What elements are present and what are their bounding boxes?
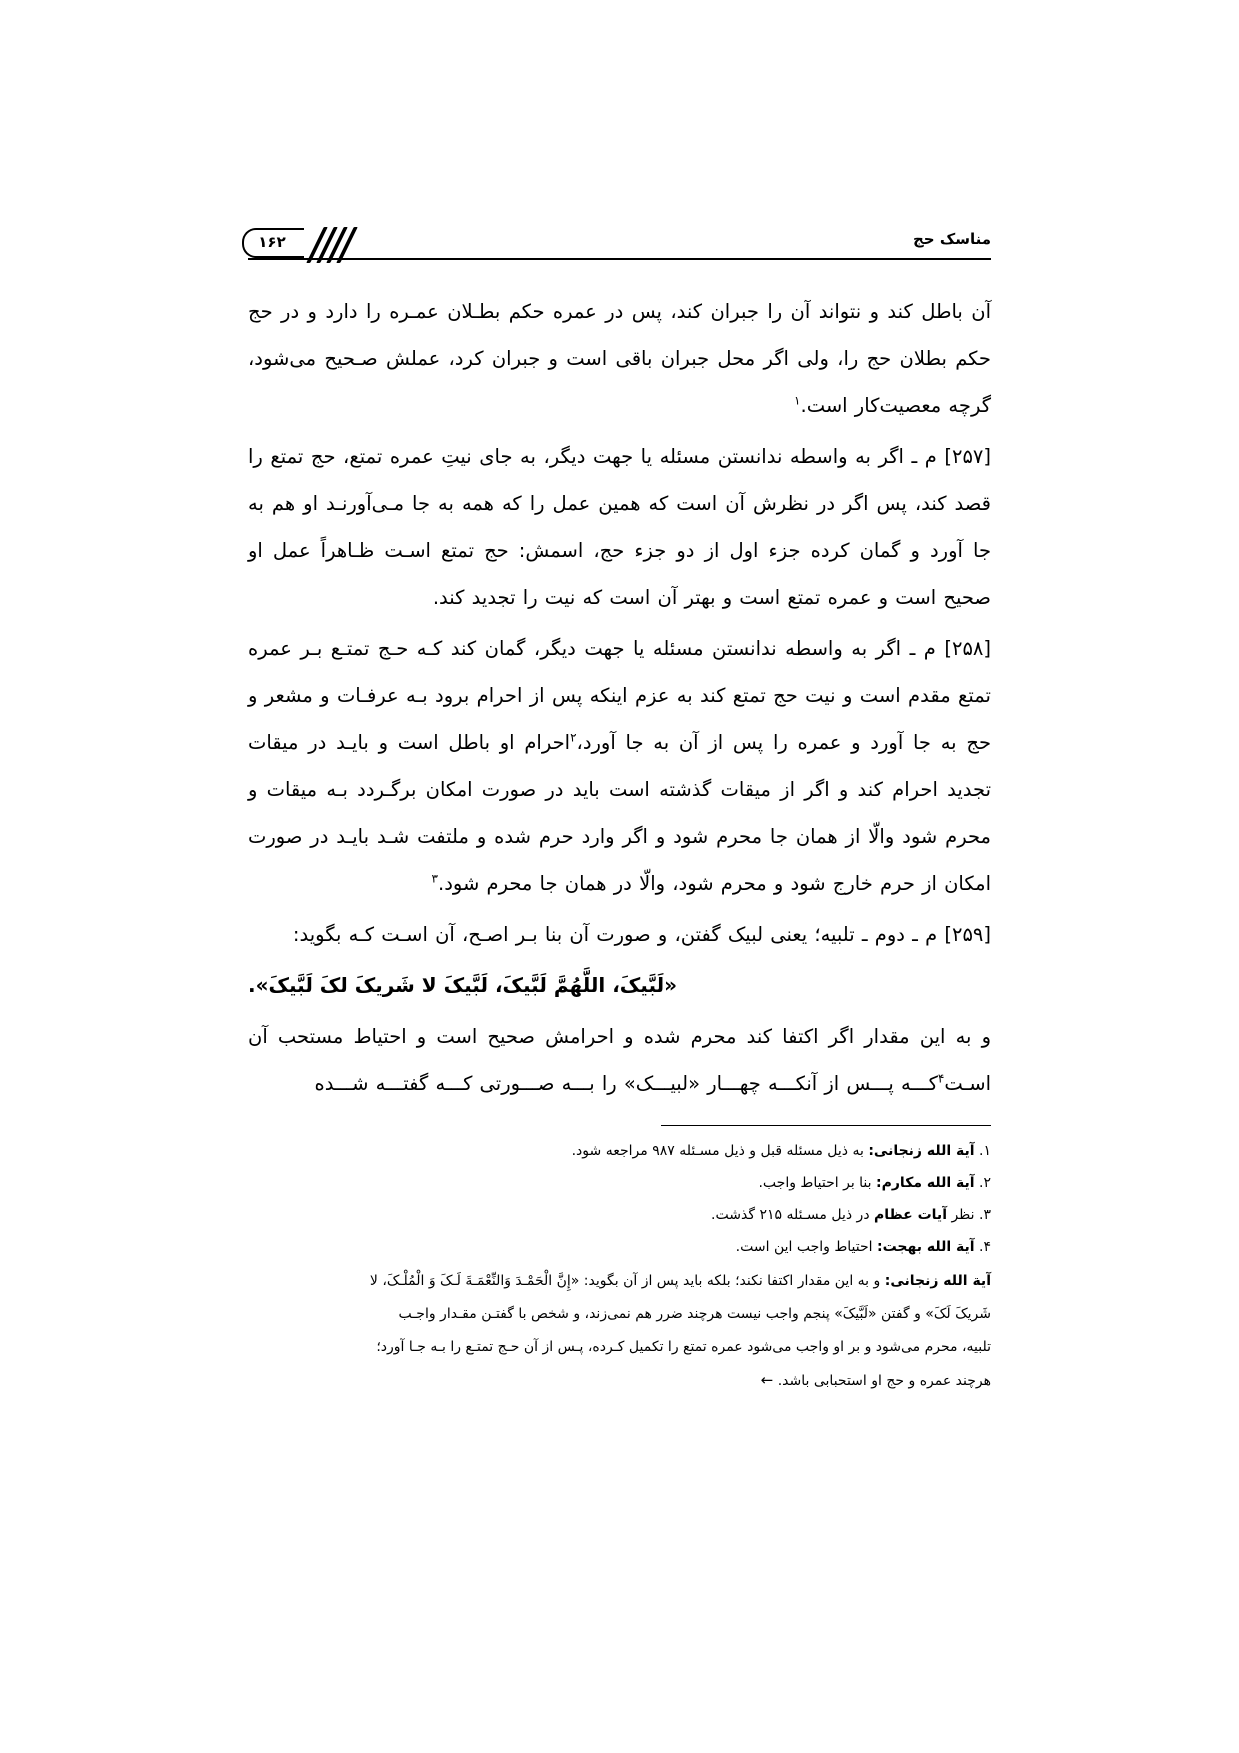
paragraph-continued-text: آن باطل کند و نتواند آن را جبران کند، پس در عمره حکم بطـلان عمـره را دارد و در حج حکم بطلان حج را، ولی اگر محل جبران باقی است و جبران کرد، عملش صـحیح می‌شود، گرچه معصیت‌کار است.	[248, 300, 991, 417]
footnote-number-1: ۱.	[979, 1143, 991, 1159]
folio-block	[242, 224, 350, 262]
header-rule	[248, 258, 991, 260]
footnote-number-2: ۲.	[979, 1175, 991, 1191]
footnote-text-4: احتیاط واجب این است.	[735, 1239, 873, 1255]
footnote-number-3: ۳.	[979, 1207, 991, 1223]
footnote-long-block	[248, 1266, 991, 1397]
running-title: مناسک حج	[913, 230, 991, 248]
footnote-long-line	[248, 1332, 991, 1363]
footnote-text-3: در ذیل مسـئله ۲۱۵ گذشت.	[711, 1207, 870, 1223]
footnote-text-1: به ذیل مسئله قبل و ذیل مسـئله ۹۸۷ مراجعه شود.	[571, 1143, 864, 1159]
footnote-long-line	[248, 1299, 991, 1330]
footnote-authority-2: آیة الله مکارم:	[876, 1175, 975, 1191]
paragraph-258-text: [۲۵۸] م ـ اگر به واسطه ندانستن مسئله یا جهت دیگر، گمان کند کـه حـج تمتـع بـر عمره تمتع مقدم است و نیت حج تمتع کند به عزم اینکه پس از احرام برود بـه عرفـات و مشعر و حج به جا آورد و عمره را پس از آن به جا آورد،	[248, 637, 991, 754]
paragraph-closing	[248, 1013, 991, 1107]
slash-ornament-icon	[304, 225, 350, 261]
footnote-long-line-4: هرچند عمره و حج او استحبابی باشد.	[777, 1373, 991, 1389]
footnote-marker-2: ۲	[570, 730, 577, 745]
footnote-number-4: ۴.	[979, 1239, 991, 1255]
footnote-marker-4: ۴	[937, 1071, 945, 1086]
footnote-long-line-2: شَریکَ لَکَ» و گفتن «لَبَّیکَ» پنجم واجب نیست هرچند ضرر هم نمی‌زند، و شخص با گفتـن مقـدار واجـب	[398, 1306, 991, 1322]
footnote-authority-4: آیة الله بهجت:	[877, 1239, 975, 1255]
paragraph-259	[248, 911, 991, 958]
paragraph-continued	[248, 288, 991, 429]
paragraph-257	[248, 433, 991, 621]
footnote-authority-1: آیة الله زنجانی:	[868, 1143, 975, 1159]
page-content	[248, 228, 991, 1399]
footnote-text-2: بنا بر احتیاط واجب.	[758, 1175, 872, 1191]
folio-badge	[242, 228, 304, 258]
paragraph-closing-continuation: کـــه پـــس از آنکـــه چهـــار «لبیـــک» را بـــه صـــورتی کـــه گفتـــه شـــده	[314, 1072, 938, 1095]
footnote-long-line-1: و به این مقدار اکتفا نکند؛ بلکه باید پس از آن بگوید: «إِنَّ الْحَمْـدَ وَالنِّعْمَـةَ لَـکَ وَ الْمُلْـکَ، لا	[369, 1273, 881, 1289]
footnote-marker-3: ۳	[431, 871, 438, 886]
footnote-long-line	[248, 1266, 991, 1297]
body-text	[248, 288, 991, 1107]
paragraph-258-continuation-text: احرام او باطل است و بایـد در میقات تجدید احرام کند و اگر از میقات گذشته است باید در صورت امکان برگـردد بـه میقات و محرم شود والّا از همان جا محرم شود و اگر وارد حرم شده و ملتفت شـد بایـد در صورت امکان از حرم خارج شود و محرم شود، والّا در همان جا محرم شود.	[248, 731, 991, 895]
paragraph-259-text: [۲۵۹] م ـ دوم ـ تلبیه؛ یعنی لبیک گفتن، و صورت آن بنا بـر اصـح، آن اسـت کـه بگوید:	[292, 923, 991, 946]
footnote-item	[248, 1136, 991, 1166]
footnote-item	[248, 1232, 991, 1262]
footnote-item	[248, 1200, 991, 1230]
footnote-long-line-3: تلبیه، محرم می‌شود و بر او واجب می‌شود عمره تمتع را تکمیل کـرده، پـس از آن حـج تمتـع را بـه جـا آورد؛	[376, 1339, 991, 1355]
talbiyah-quote-line	[248, 962, 991, 1009]
footnote-item	[248, 1168, 991, 1198]
paragraph-258	[248, 625, 991, 907]
footnote-authority-3: آیات عظام	[874, 1207, 947, 1223]
footnote-separator	[661, 1125, 991, 1126]
talbiyah-quote: «لَبَّیکَ، اللَّهُمَّ لَبَّیکَ، لَبَّیکَ لا شَریکَ لکَ لَبَّیکَ».	[248, 973, 678, 997]
paragraph-closing-text: و به این مقدار اگر اکتفا کند محرم شده و احرامش صحیح است و احتیاط مستحب آن اسـت	[248, 1025, 991, 1095]
footnote-marker-1: ۱	[794, 393, 801, 408]
footnote-long-line	[248, 1365, 991, 1397]
continuation-arrow-icon: ←	[760, 1371, 774, 1389]
paragraph-257-text: [۲۵۷] م ـ اگر به واسطه ندانستن مسئله یا جهت دیگر، به جای نیتِ عمره تمتع، حج تمتع را قصد کند، پس اگر در نظرش آن است که همین عمل را که همه به جا مـی‌آورنـد او هم به جا آورد و گمان کرده جزء اول از دو جزء حج، اسمش: حج تمتع اسـت ظـاهراً عمل او صحیح است و عمره تمتع است و بهتر آن است که نیت را تجدید کند.	[248, 445, 991, 609]
running-header	[248, 228, 991, 262]
page-number: ۱۶۲	[258, 232, 286, 251]
footnote-prefix-3: نظر	[951, 1207, 975, 1223]
footnotes-block	[248, 1136, 991, 1397]
footnote-long-authority: آیة الله زنجانی:	[884, 1273, 991, 1289]
